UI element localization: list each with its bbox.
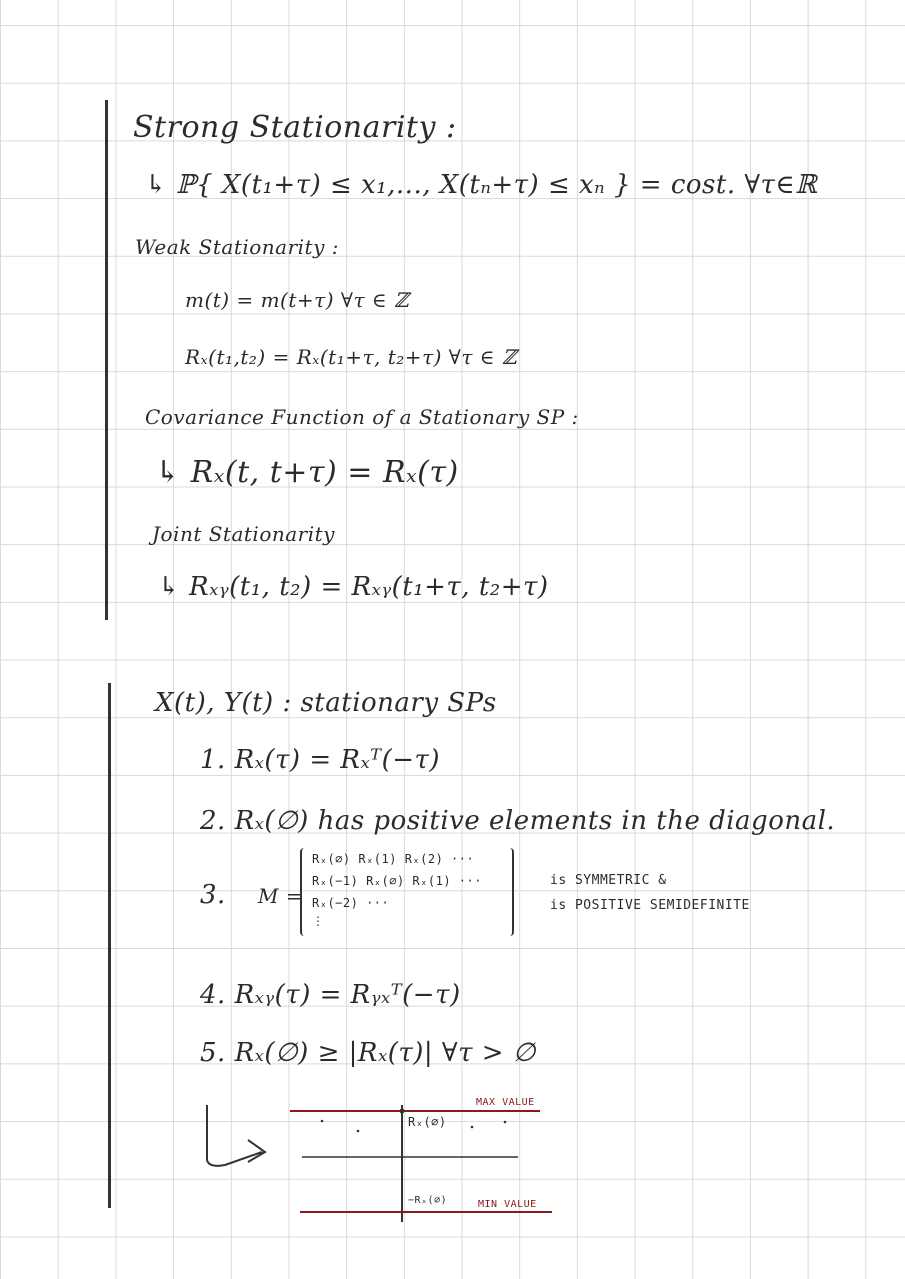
covariance-title: Covariance Function of a Stationary SP :	[145, 405, 579, 429]
weak-stationarity-title: Weak Stationarity :	[135, 235, 339, 259]
sample-dot	[357, 1130, 360, 1133]
property-5: 5. Rₓ(∅) ≥ |Rₓ(τ)| ∀τ > ∅	[200, 1038, 536, 1068]
property-3-number: 3.	[200, 880, 226, 910]
graph-bottom-label: −Rₓ(∅)	[408, 1195, 448, 1206]
semidefinite-property: is POSITIVE SEMIDEFINITE	[550, 898, 750, 913]
strong-stationarity-formula: ↳ ℙ{ X(t₁+τ) ≤ x₁,..., X(tₙ+τ) ≤ xₙ } = cost. ∀τ∈ℝ	[145, 170, 818, 200]
property-2: 2. Rₓ(∅) has positive elements in the diagonal.	[200, 806, 836, 836]
stationary-sps-title: X(t), Y(t) : stationary SPs	[155, 688, 497, 718]
matrix-row-3: Rₓ(−2) ···	[312, 896, 390, 910]
covariance-formula: ↳ Rₓ(t, t+τ) = Rₓ(τ)	[155, 455, 459, 490]
sample-dot	[321, 1120, 324, 1123]
arrow-hook	[207, 1105, 265, 1166]
graph-top-label: Rₓ(∅)	[408, 1115, 447, 1129]
matrix-row-4: ⋮	[312, 914, 325, 928]
property-4: 4. Rₓᵧ(τ) = Rᵧₓᵀ(−τ)	[200, 980, 461, 1010]
sample-dot	[471, 1126, 474, 1129]
min-value-label: MIN VALUE	[478, 1199, 537, 1210]
sample-dot	[400, 1109, 405, 1114]
weak-item-autocorrelation: Rₓ(t₁,t₂) = Rₓ(t₁+τ, t₂+τ) ∀τ ∈ ℤ	[185, 345, 518, 369]
strong-stationarity-title: Strong Stationarity :	[133, 110, 457, 145]
joint-stationarity-title: Joint Stationarity	[152, 522, 335, 546]
joint-stationarity-formula: ↳ Rₓᵧ(t₁, t₂) = Rₓᵧ(t₁+τ, t₂+τ)	[158, 572, 549, 602]
weak-item-mean: m(t) = m(t+τ) ∀τ ∈ ℤ	[185, 288, 410, 312]
matrix-M-label: M =	[258, 884, 304, 908]
max-value-label: MAX VALUE	[476, 1097, 535, 1108]
sample-dot	[504, 1121, 507, 1124]
property-1: 1. Rₓ(τ) = Rₓᵀ(−τ)	[200, 745, 441, 775]
symmetric-property: is SYMMETRIC &	[550, 873, 667, 888]
matrix-row-2: Rₓ(−1) Rₓ(∅) Rₓ(1) ···	[312, 874, 482, 888]
matrix-row-1: Rₓ(∅) Rₓ(1) Rₓ(2) ···	[312, 852, 475, 866]
